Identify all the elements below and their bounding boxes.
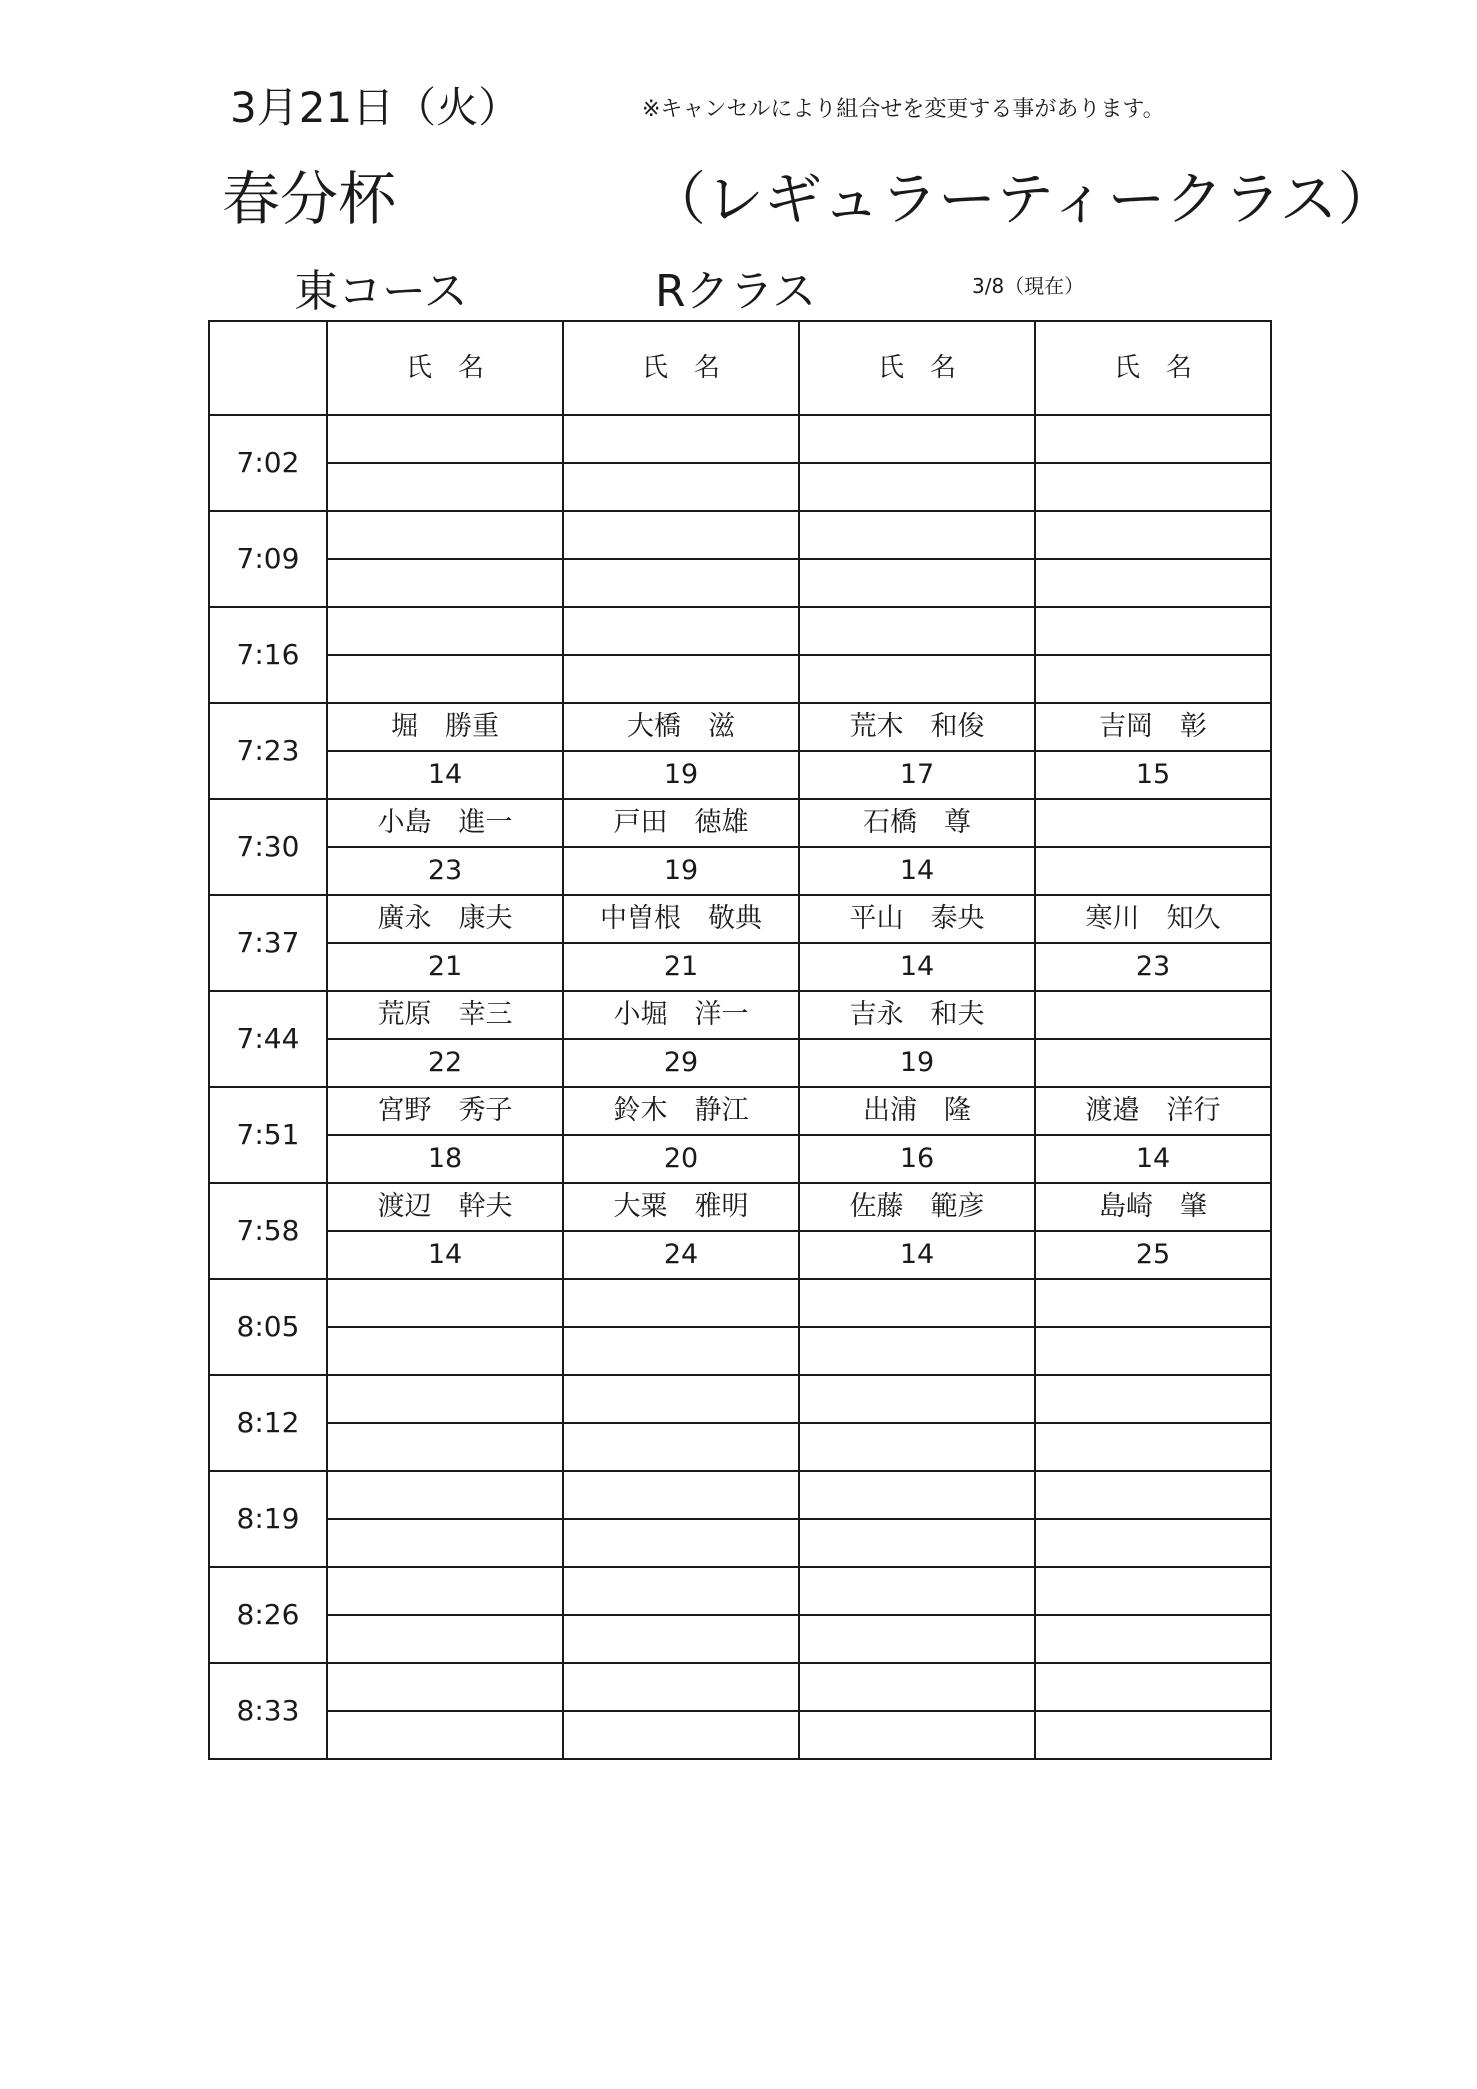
player-name-cell: 吉岡 彰 bbox=[1035, 703, 1271, 751]
tee-time-cell: 7:23 bbox=[209, 703, 327, 799]
player-number-cell: 25 bbox=[1035, 1231, 1271, 1279]
player-name-cell: 渡辺 幹夫 bbox=[327, 1183, 563, 1231]
player-number-cell: 24 bbox=[563, 1231, 799, 1279]
player-name-cell bbox=[1035, 799, 1271, 847]
player-number-cell: 14 bbox=[1035, 1135, 1271, 1183]
tee-time-cell: 8:33 bbox=[209, 1663, 327, 1759]
table-row bbox=[209, 703, 1271, 751]
class-name: Rクラス bbox=[655, 266, 817, 317]
player-name-cell: 鈴木 静江 bbox=[563, 1087, 799, 1135]
table-row bbox=[209, 1615, 1271, 1663]
player-name-cell bbox=[563, 1471, 799, 1519]
player-number-cell bbox=[327, 463, 563, 511]
column-header-name: 氏 名 bbox=[327, 321, 563, 415]
player-number-cell: 14 bbox=[799, 1231, 1035, 1279]
player-number-cell bbox=[1035, 1327, 1271, 1375]
player-name-cell: 寒川 知久 bbox=[1035, 895, 1271, 943]
player-name-cell bbox=[563, 1279, 799, 1327]
table-row bbox=[209, 1231, 1271, 1279]
player-number-cell: 14 bbox=[327, 1231, 563, 1279]
player-number-cell bbox=[1035, 1711, 1271, 1759]
player-name-cell: 大粟 雅明 bbox=[563, 1183, 799, 1231]
player-number-cell bbox=[799, 655, 1035, 703]
player-name-cell bbox=[799, 511, 1035, 559]
player-name-cell bbox=[327, 511, 563, 559]
player-name-cell: 宮野 秀子 bbox=[327, 1087, 563, 1135]
tee-time-cell: 7:44 bbox=[209, 991, 327, 1087]
column-header-name: 氏 名 bbox=[799, 321, 1035, 415]
player-number-cell bbox=[327, 1711, 563, 1759]
player-name-cell bbox=[799, 607, 1035, 655]
player-number-cell bbox=[1035, 655, 1271, 703]
player-name-cell: 石橋 尊 bbox=[799, 799, 1035, 847]
player-name-cell bbox=[1035, 1279, 1271, 1327]
player-number-cell bbox=[563, 1711, 799, 1759]
table-row bbox=[209, 1183, 1271, 1231]
table-row bbox=[209, 607, 1271, 655]
player-name-cell: 佐藤 範彦 bbox=[799, 1183, 1035, 1231]
header-row bbox=[209, 321, 1271, 415]
player-number-cell bbox=[1035, 1039, 1271, 1087]
player-number-cell bbox=[563, 1615, 799, 1663]
player-number-cell: 19 bbox=[799, 1039, 1035, 1087]
player-number-cell bbox=[799, 1327, 1035, 1375]
table-row bbox=[209, 847, 1271, 895]
player-number-cell bbox=[327, 1519, 563, 1567]
player-number-cell bbox=[327, 1423, 563, 1471]
table-row bbox=[209, 751, 1271, 799]
player-number-cell bbox=[327, 655, 563, 703]
player-name-cell: 平山 泰央 bbox=[799, 895, 1035, 943]
player-number-cell bbox=[799, 1615, 1035, 1663]
player-name-cell bbox=[327, 1663, 563, 1711]
player-name-cell bbox=[563, 1663, 799, 1711]
table-row bbox=[209, 1471, 1271, 1519]
column-header-name: 氏 名 bbox=[563, 321, 799, 415]
table-row bbox=[209, 1327, 1271, 1375]
tee-time-cell: 8:05 bbox=[209, 1279, 327, 1375]
player-number-cell: 16 bbox=[799, 1135, 1035, 1183]
player-number-cell: 14 bbox=[799, 943, 1035, 991]
table-row bbox=[209, 1519, 1271, 1567]
player-number-cell: 15 bbox=[1035, 751, 1271, 799]
player-name-cell bbox=[799, 1567, 1035, 1615]
player-name-cell bbox=[563, 1375, 799, 1423]
player-name-cell: 中曽根 敬典 bbox=[563, 895, 799, 943]
player-number-cell: 21 bbox=[327, 943, 563, 991]
player-name-cell bbox=[1035, 511, 1271, 559]
player-number-cell bbox=[327, 559, 563, 607]
player-number-cell bbox=[799, 1711, 1035, 1759]
player-number-cell: 29 bbox=[563, 1039, 799, 1087]
player-name-cell bbox=[799, 1279, 1035, 1327]
player-number-cell bbox=[563, 463, 799, 511]
table-row bbox=[209, 1087, 1271, 1135]
player-number-cell bbox=[1035, 1423, 1271, 1471]
player-name-cell: 荒原 幸三 bbox=[327, 991, 563, 1039]
player-name-cell bbox=[799, 1471, 1035, 1519]
player-name-cell bbox=[327, 1471, 563, 1519]
column-header-name: 氏 名 bbox=[1035, 321, 1271, 415]
player-name-cell bbox=[799, 1663, 1035, 1711]
player-name-cell bbox=[327, 1567, 563, 1615]
as-of-date: 3/8（現在） bbox=[972, 274, 1085, 298]
player-number-cell: 23 bbox=[1035, 943, 1271, 991]
player-number-cell: 19 bbox=[563, 751, 799, 799]
tee-time-cell: 7:58 bbox=[209, 1183, 327, 1279]
tee-time-cell: 7:37 bbox=[209, 895, 327, 991]
table-row bbox=[209, 799, 1271, 847]
table-row bbox=[209, 943, 1271, 991]
column-header-time bbox=[209, 321, 327, 415]
player-number-cell bbox=[563, 1423, 799, 1471]
tee-time-cell: 8:19 bbox=[209, 1471, 327, 1567]
player-number-cell bbox=[799, 559, 1035, 607]
player-name-cell: 廣永 康夫 bbox=[327, 895, 563, 943]
player-number-cell bbox=[563, 1519, 799, 1567]
player-number-cell: 23 bbox=[327, 847, 563, 895]
tournament-title: 春分杯 bbox=[222, 165, 397, 233]
player-name-cell bbox=[799, 1375, 1035, 1423]
player-name-cell bbox=[563, 415, 799, 463]
course-name: 東コース bbox=[294, 266, 468, 317]
pairing-table-body bbox=[209, 321, 1271, 1759]
cancellation-notice: ※キャンセルにより組合せを変更する事があります。 bbox=[642, 97, 1165, 122]
table-row bbox=[209, 895, 1271, 943]
player-name-cell: 小島 進一 bbox=[327, 799, 563, 847]
player-name-cell bbox=[1035, 607, 1271, 655]
table-row bbox=[209, 511, 1271, 559]
player-number-cell: 17 bbox=[799, 751, 1035, 799]
player-name-cell: 荒木 和俊 bbox=[799, 703, 1035, 751]
player-number-cell: 22 bbox=[327, 1039, 563, 1087]
player-name-cell bbox=[1035, 1471, 1271, 1519]
player-number-cell bbox=[1035, 847, 1271, 895]
player-number-cell bbox=[327, 1615, 563, 1663]
player-number-cell: 18 bbox=[327, 1135, 563, 1183]
table-row bbox=[209, 1711, 1271, 1759]
table-row bbox=[209, 991, 1271, 1039]
table-row bbox=[209, 415, 1271, 463]
player-number-cell: 19 bbox=[563, 847, 799, 895]
tournament-subtitle: （レギュラーティークラス） bbox=[648, 165, 1396, 233]
player-number-cell bbox=[563, 655, 799, 703]
player-name-cell bbox=[563, 1567, 799, 1615]
tee-time-cell: 8:12 bbox=[209, 1375, 327, 1471]
player-name-cell bbox=[327, 1279, 563, 1327]
table-row bbox=[209, 1663, 1271, 1711]
date-text: 3月21日（火） bbox=[230, 83, 521, 132]
player-number-cell: 21 bbox=[563, 943, 799, 991]
player-name-cell bbox=[1035, 1567, 1271, 1615]
player-name-cell: 吉永 和夫 bbox=[799, 991, 1035, 1039]
player-number-cell bbox=[1035, 463, 1271, 511]
player-number-cell bbox=[799, 1519, 1035, 1567]
player-number-cell: 20 bbox=[563, 1135, 799, 1183]
tee-time-cell: 8:26 bbox=[209, 1567, 327, 1663]
tee-time-cell: 7:09 bbox=[209, 511, 327, 607]
player-number-cell bbox=[1035, 1519, 1271, 1567]
pairing-table bbox=[208, 320, 1272, 1760]
table-row bbox=[209, 463, 1271, 511]
player-name-cell: 渡邉 洋行 bbox=[1035, 1087, 1271, 1135]
player-name-cell bbox=[327, 607, 563, 655]
tee-time-cell: 7:30 bbox=[209, 799, 327, 895]
player-name-cell: 大橋 滋 bbox=[563, 703, 799, 751]
table-row bbox=[209, 1039, 1271, 1087]
player-number-cell bbox=[563, 1327, 799, 1375]
player-name-cell: 出浦 隆 bbox=[799, 1087, 1035, 1135]
table-row bbox=[209, 1423, 1271, 1471]
table-row bbox=[209, 1375, 1271, 1423]
player-number-cell bbox=[1035, 1615, 1271, 1663]
player-name-cell bbox=[1035, 991, 1271, 1039]
player-name-cell bbox=[799, 415, 1035, 463]
table-row bbox=[209, 1567, 1271, 1615]
player-name-cell: 島崎 肇 bbox=[1035, 1183, 1271, 1231]
player-name-cell bbox=[563, 511, 799, 559]
player-name-cell: 小堀 洋一 bbox=[563, 991, 799, 1039]
player-number-cell bbox=[1035, 559, 1271, 607]
table-row bbox=[209, 655, 1271, 703]
player-number-cell bbox=[799, 1423, 1035, 1471]
player-name-cell: 堀 勝重 bbox=[327, 703, 563, 751]
player-number-cell bbox=[799, 463, 1035, 511]
player-name-cell bbox=[327, 415, 563, 463]
player-name-cell bbox=[327, 1375, 563, 1423]
tee-time-cell: 7:51 bbox=[209, 1087, 327, 1183]
player-number-cell: 14 bbox=[799, 847, 1035, 895]
table-row bbox=[209, 559, 1271, 607]
tee-time-cell: 7:02 bbox=[209, 415, 327, 511]
player-name-cell bbox=[563, 607, 799, 655]
player-number-cell bbox=[327, 1327, 563, 1375]
player-name-cell bbox=[1035, 415, 1271, 463]
player-name-cell bbox=[1035, 1375, 1271, 1423]
tee-time-cell: 7:16 bbox=[209, 607, 327, 703]
table-row bbox=[209, 1279, 1271, 1327]
player-name-cell: 戸田 徳雄 bbox=[563, 799, 799, 847]
player-number-cell: 14 bbox=[327, 751, 563, 799]
player-number-cell bbox=[563, 559, 799, 607]
player-name-cell bbox=[1035, 1663, 1271, 1711]
table-row bbox=[209, 1135, 1271, 1183]
